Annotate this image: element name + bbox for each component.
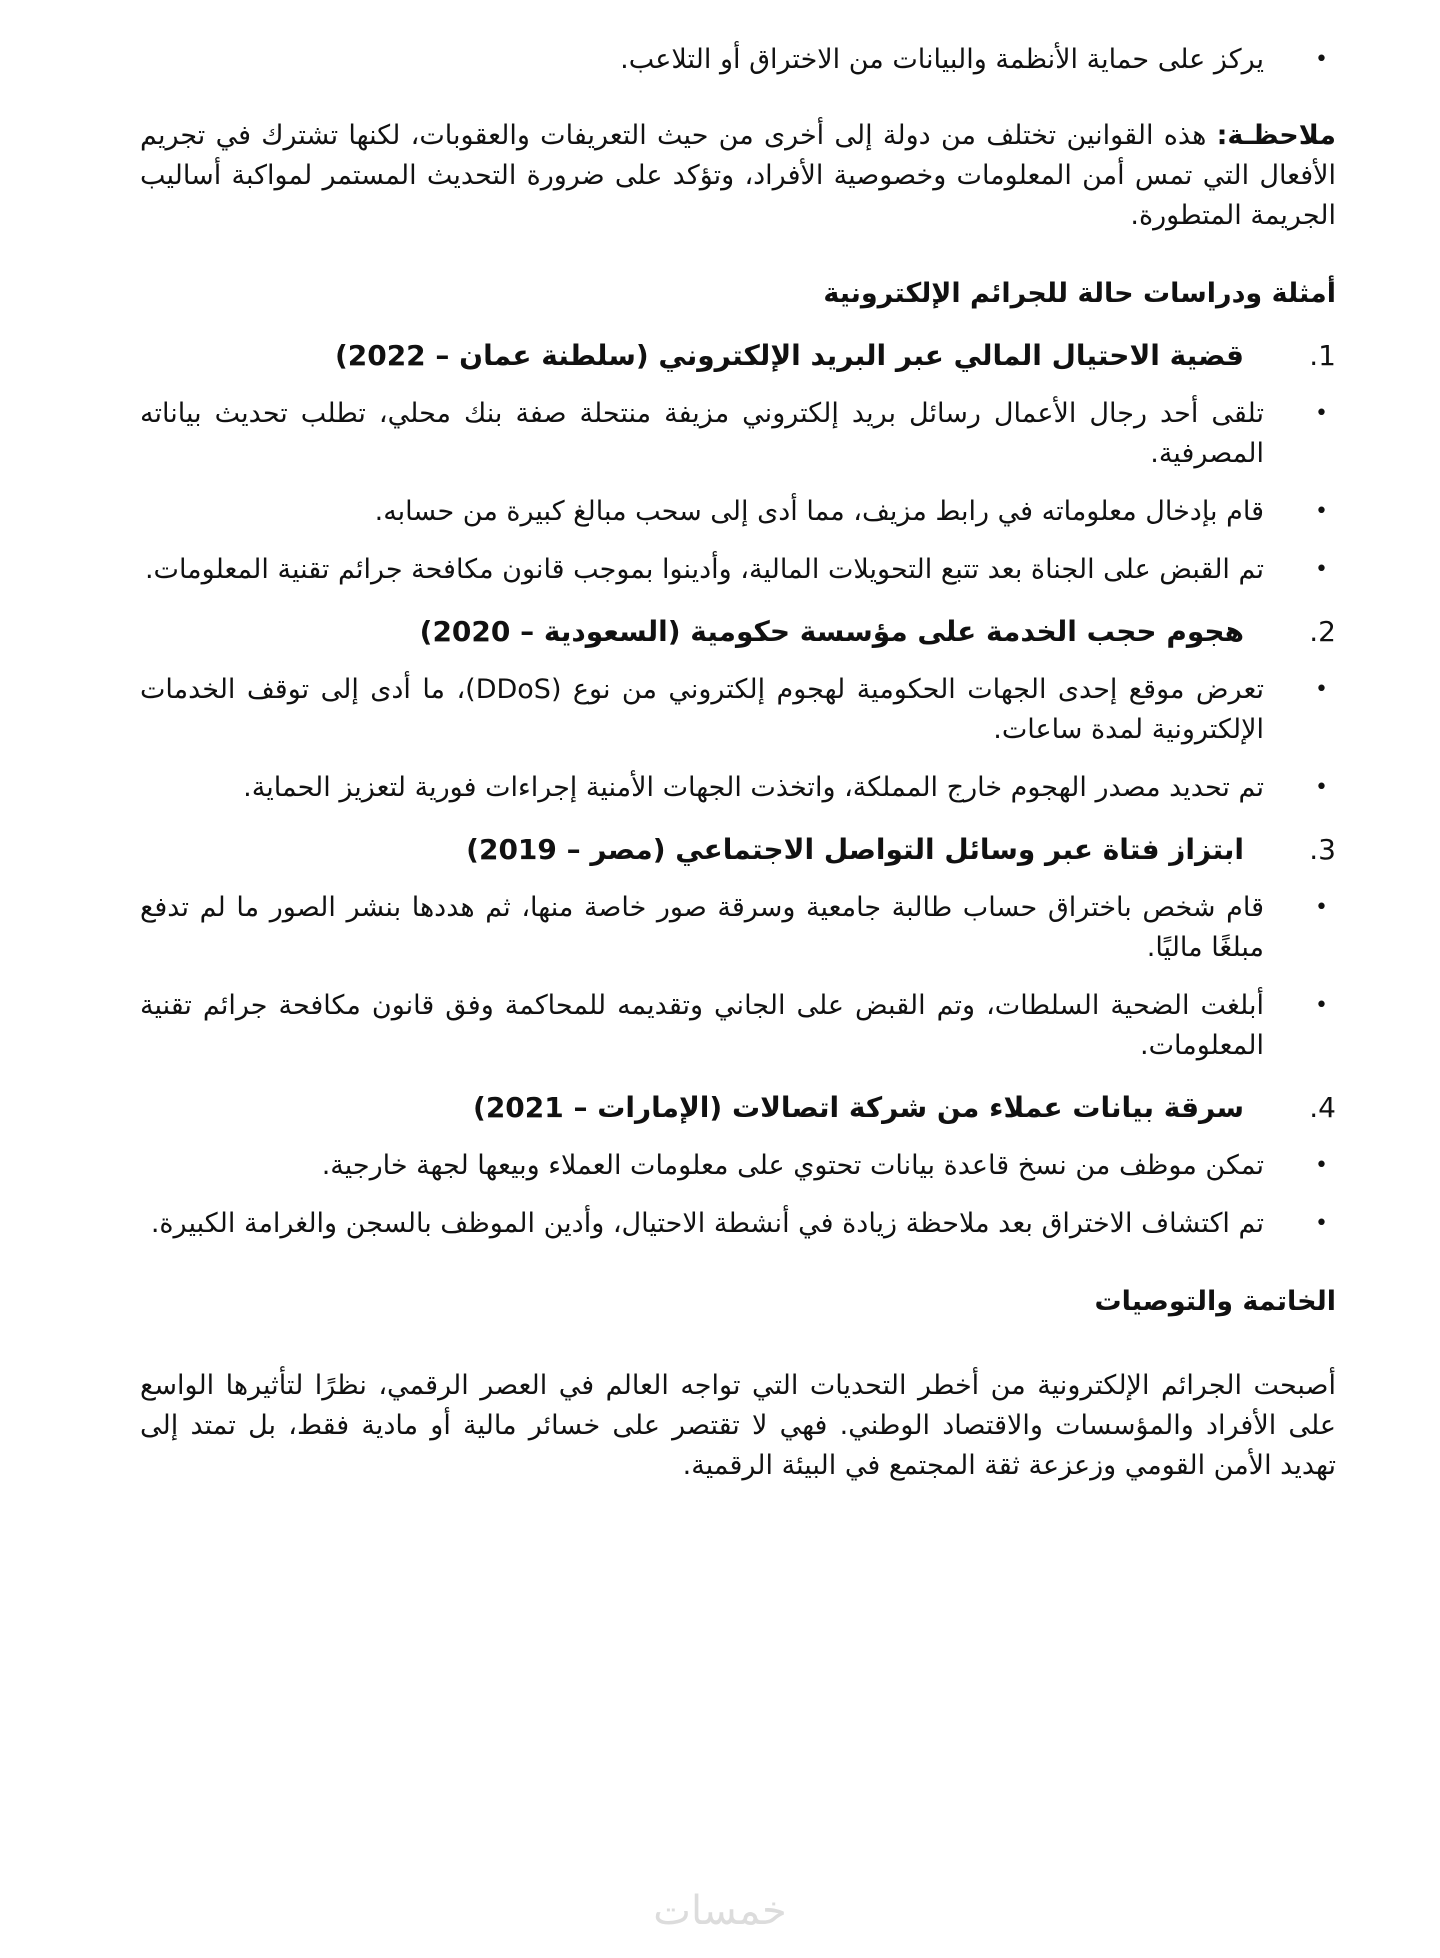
case-bullet-text: تلقى أحد رجال الأعمال رسائل بريد إلكتروني مزيفة منتحلة صفة بنك محلي، تطلب تحديث بياناته المصرفية.: [140, 398, 1264, 469]
bullet-icon: •: [1315, 47, 1328, 72]
case-number: 1.: [1309, 339, 1336, 372]
case-bullet: [140, 986, 1336, 1066]
bullet-icon: •: [1315, 1211, 1328, 1236]
bullet-icon: •: [1315, 557, 1328, 582]
conclusion-paragraph: أصبحت الجرائم الإلكترونية من أخطر التحديات التي تواجه العالم في العصر الرقمي، نظرًا لتأثيرها الواسع على الأفراد والمؤسسات والاقتصاد الوطني. فهي لا تقتصر على خسائر مالية أو مادية فقط، بل تمتد إلى تهديد الأمن القومي وزعزعة ثقة المجتمع في البيئة الرقمية.: [140, 1370, 1336, 1481]
case-bullet-text: تمكن موظف من نسخ قاعدة بيانات تحتوي على معلومات العملاء وبيعها لجهة خارجية.: [321, 1150, 1264, 1181]
case-heading: [140, 830, 1336, 870]
conclusion-heading: الخاتمة والتوصيات: [1094, 1286, 1336, 1317]
case-bullet-text: تم القبض على الجناة بعد تتبع التحويلات المالية، وأدينوا بموجب قانون مكافحة جرائم تقنية المعلومات.: [144, 554, 1264, 585]
case-title: ابتزاز فتاة عبر وسائل التواصل الاجتماعي (مصر – 2019): [466, 833, 1244, 866]
case-title: قضية الاحتيال المالي عبر البريد الإلكتروني (سلطنة عمان – 2022): [334, 339, 1244, 372]
bullet-icon: •: [1315, 677, 1328, 702]
case-bullet: [140, 1146, 1336, 1186]
case-heading: [140, 1088, 1336, 1128]
intro-bullet-text: يركز على حماية الأنظمة والبيانات من الاختراق أو التلاعب.: [620, 44, 1264, 75]
case-number: 4.: [1309, 1091, 1336, 1124]
bullet-icon: •: [1315, 401, 1328, 426]
case-bullets: [140, 888, 1336, 1066]
case-bullet: [140, 550, 1336, 590]
document-content: [140, 40, 1336, 1486]
case-number: 2.: [1309, 615, 1336, 648]
case-heading: [140, 336, 1336, 376]
note-label: ملاحظـة:: [1216, 120, 1336, 151]
case-bullet: [140, 670, 1336, 750]
case-bullet-text: تم تحديد مصدر الهجوم خارج المملكة، واتخذت الجهات الأمنية إجراءات فورية لتعزيز الحماية.: [243, 772, 1264, 803]
case-bullet: [140, 888, 1336, 968]
case-bullet: [140, 1204, 1336, 1244]
case-bullet: [140, 394, 1336, 474]
case-bullet-text: قام بإدخال معلوماته في رابط مزيف، مما أدى إلى سحب مبالغ كبيرة من حسابه.: [374, 496, 1264, 527]
case-heading: [140, 612, 1336, 652]
case-bullet-text: قام شخص باختراق حساب طالبة جامعية وسرقة صور خاصة منها، ثم هددها بنشر الصور ما لم تدفع مبلغًا ماليًا.: [140, 892, 1264, 963]
case-bullets: [140, 670, 1336, 808]
bullet-icon: •: [1315, 775, 1328, 800]
case-bullet: [140, 768, 1336, 808]
case-bullet-text: تعرض موقع إحدى الجهات الحكومية لهجوم إلكتروني من نوع (DDoS)، ما أدى إلى توقف الخدمات الإلكترونية لمدة ساعات.: [140, 674, 1264, 745]
note-text: هذه القوانين تختلف من دولة إلى أخرى من حيث التعريفات والعقوبات، لكنها تشترك في تجريم الأفعال التي تمس أمن المعلومات وخصوصية الأفراد، وتؤكد على ضرورة التحديث المستمر لمواكبة أساليب الجريمة المتطورة.: [140, 120, 1336, 231]
case-bullet-text: تم اكتشاف الاختراق بعد ملاحظة زيادة في أنشطة الاحتيال، وأدين الموظف بالسجن والغرامة الكبيرة.: [150, 1208, 1264, 1239]
case-bullets: [140, 1146, 1336, 1244]
case-bullet: [140, 492, 1336, 532]
bullet-icon: •: [1315, 895, 1328, 920]
bullet-icon: •: [1315, 993, 1328, 1018]
bullet-icon: •: [1315, 499, 1328, 524]
case-title: هجوم حجب الخدمة على مؤسسة حكومية (السعودية – 2020): [419, 615, 1244, 648]
intro-bullet: [140, 40, 1336, 80]
watermark-logo: خمسات: [653, 1888, 787, 1934]
cases-heading: أمثلة ودراسات حالة للجرائم الإلكترونية: [823, 278, 1336, 309]
case-number: 3.: [1309, 833, 1336, 866]
case-bullet-text: أبلغت الضحية السلطات، وتم القبض على الجاني وتقديمه للمحاكمة وفق قانون مكافحة جرائم تقنية المعلومات.: [140, 990, 1264, 1061]
note-paragraph: [140, 116, 1336, 236]
bullet-icon: •: [1315, 1153, 1328, 1178]
case-bullets: [140, 394, 1336, 590]
case-title: سرقة بيانات عملاء من شركة اتصالات (الإمارات – 2021): [473, 1091, 1244, 1124]
